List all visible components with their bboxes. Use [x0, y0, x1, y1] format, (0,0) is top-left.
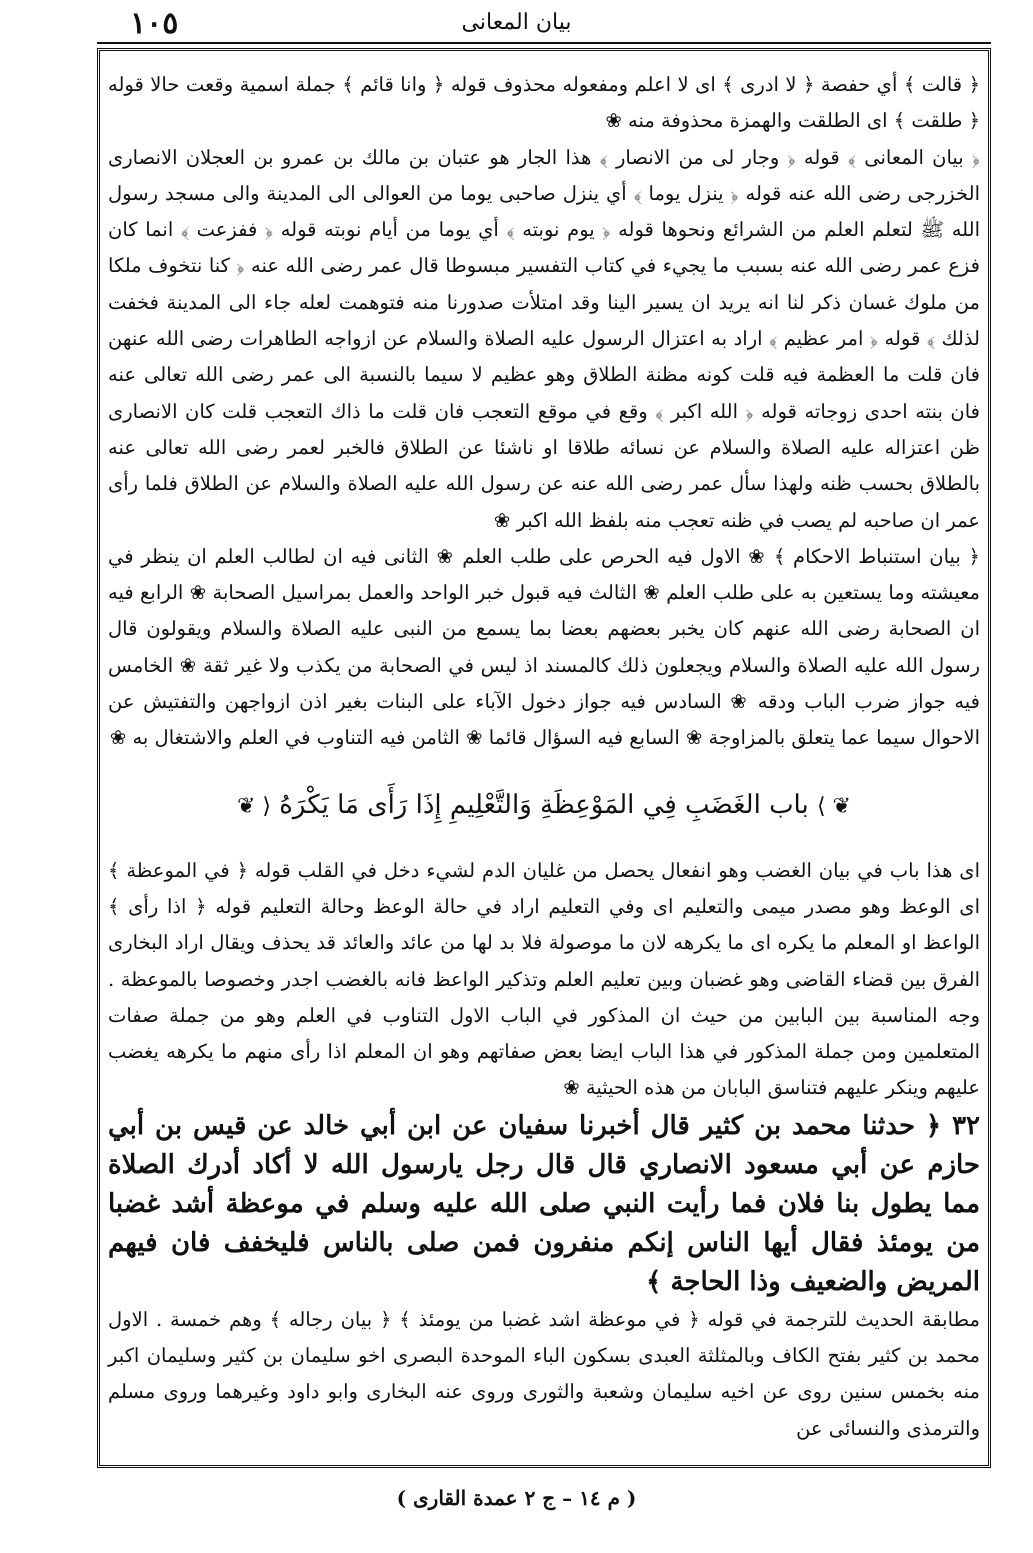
running-title: بيان المعانى [461, 10, 572, 35]
page-body [108, 67, 980, 1459]
paragraph-bayan-istinbat: ﴿ بيان استنباط الاحكام ﴾ ❀ الاول فيه الحرص على طلب العلم ❀ الثانى فيه ان لطالب العلم ان ينظر في معيشته وما يستعين به على طلب العلم ❀ الثالث فيه قبول خبر الواحد والعمل بمراسيل الصحابة ❀ الرابع فيه ان الصحابة رضى الله عنهم كان يخبر بعضهم بعضا بما يسمع من النبى عليه الصلاة والسلام ويقولون قال رسول الله عليه الصلاة والسلام ويجعلون ذلك كالمسند اذ ليس في الصحابة من يكذب ولا غير ثقة ❀ الخامس فيه جواز ضرب الباب ودقه ❀ السادس فيه جواز دخول الآباء على البنات بغير اذن ازواجهن والتفتيش عن الاحوال سيما عما يتعلق بالمزاوجة ❀ السابع فيه السؤال قائما ❀ الثامن فيه التناوب في العلم والاشتغال به ❀ [108, 544, 980, 750]
hadith-text: ٣٢ ﴿ حدثنا محمد بن كثير قال أخبرنا سفيان عن ابن أبي خالد عن قيس بن أبي حازم عن أبي مسعود الانصاري قال قال رجل يارسول الله لا أكاد أدرك الصلاة مما يطول بنا فلان فما رأيت النبي صلى الله عليه وسلم في موعظة أشد غضبا من يومئذ فقال أيها الناس إنكم منفرون فمن صلى بالناس فليخفف فان فيهم المريض والضعيف وذا الحاجة ﴾ [108, 1110, 980, 1297]
chapter-heading [108, 785, 980, 827]
paragraph-chapter-commentary: اى هذا باب في بيان الغضب وهو انفعال يحصل من غليان الدم لشيء دخل في القلب قوله ﴿ في الموعظة ﴾ اى الوعظ وهو مصدر ميمى والتعليم اى وفي التعليم اراد في حالة الوعظ وحالة التعليم قوله ﴿ اذا رأى ﴾ الواعظ او المعلم ما يكره اى ما يكرهه لان ما موصولة فلا بد لها من عائد والعائد قد يحذف ويقال اراد البخارى الفرق بين قضاء القاضى وهو غضبان وبين تعليم العلم وتذكير الواعظ فانه بالغضب اجدر وخصوصا بالموعظة . وجه المناسبة بين البابين من حيث ان المذكور في الباب الاول التناوب في العلم وهو من جملة صفات المتعلمين ومن جملة المذكور في هذا الباب ايضا بعض صفاتهم وهو ان المعلم اذا رأى منهم ما يكرهه يغضب عليهم وينكر عليهم فتناسق البابان من هذه الحيثية ❀ [108, 858, 980, 1100]
paragraph-bayan-al-maani: ﴿ بيان المعانى ﴾ قوله ﴿ وجار لى من الانصار ﴾ هذا الجار هو عتبان بن مالك بن عمرو بن العجلان الانصارى الخزرجى رضى الله عنه قوله ﴿ ينزل يوما ﴾ أي ينزل صاحبى يوما من العوالى الى المدينة والى مسجد رسول الله ﷺ لتعلم العلم من الشرائع ونحوها قوله ﴿ يوم نوبته ﴾ أي يوما من أيام نوبته قوله ﴿ ففزعت ﴾ انما كان فزع عمر رضى الله عنه بسبب ما يجيء في كتاب التفسير مبسوطا قال عمر رضى الله عنه ﴿ كنا نتخوف ملكا من ملوك غسان ذكر لنا انه يريد ان يسير الينا وقد امتلأت صدورنا منه فتوهمت لعله جاء الى المدينة فخفت لذلك ﴾ قوله ﴿ امر عظيم ﴾ اراد به اعتزال الرسول عليه الصلاة والسلام عن ازواجه الطاهرات رضى الله عنهن فان قلت ما العظمة فيه قلت كونه مظنة الطلاق وهو عظيم لا سيما بالنسبة الى عمر رضى الله تعالى عنه فان بنته احدى زوجاته قوله ﴿ الله اكبر ﴾ وقع في موقع التعجب فان قلت ما ذاك التعجب قلت كان الانصارى ظن اعتزاله عليه الصلاة والسلام عن نسائه طلاقا او ناشئا عن الطلاق فالخبر لعمر رضى الله تعالى عنه بالطلاق بحسب ظنه ولهذا سأل عمر رضى الله عنه عن رسول الله عليه الصلاة والسلام عن الطلاق فلما رأى عمر ان صاحبه لم يصب في ظنه تعجب منه بلفظ الله اكبر ❀ [108, 145, 980, 532]
ornament-right-icon: ❦ ⟩ [816, 793, 851, 819]
page-header [0, 0, 1033, 46]
chapter-title: باب الغَضَبِ فِي المَوْعِظَةِ وَالتَّعْلِيمِ إِذَا رَأَى مَا يَكْرَهُ [279, 789, 809, 820]
page-number: ١٠٥ [130, 6, 179, 41]
paragraph-qalat: ﴿ قالت ﴾ أي حفصة ﴿ لا ادرى ﴾ اى لا اعلم ومفعوله محذوف قوله ﴿ وانا قائم ﴾ جملة اسمية وقعت حالا قوله ﴿ طلقت ﴾ اى الطلقت والهمزة محذوفة منه ❀ [108, 73, 980, 133]
ornament-left-icon: ⟨ ❦ [237, 793, 272, 819]
header-rule [97, 42, 991, 44]
signature-footer: ( م ١٤ – ج ٢ عمدة القارى ) [396, 1486, 637, 1510]
paragraph-narrators: مطابقة الحديث للترجمة في قوله ﴿ في موعظة اشد غضبا من يومئذ ﴾ ﴿ بيان رجاله ﴾ وهم خمسة . الاول محمد بن كثير بفتح الكاف وبالمثلثة العبدى بسكون الباء الموحدة البصرى اخو سليمان بن كثير وسليمان اكبر منه بخمس سنين روى عن اخيه سليمان وشعبة والثورى وروى عنه البخارى وابو داود وغيرهما وروى مسلم والترمذى والنسائى عن [108, 1307, 980, 1440]
text-frame [97, 48, 991, 1468]
